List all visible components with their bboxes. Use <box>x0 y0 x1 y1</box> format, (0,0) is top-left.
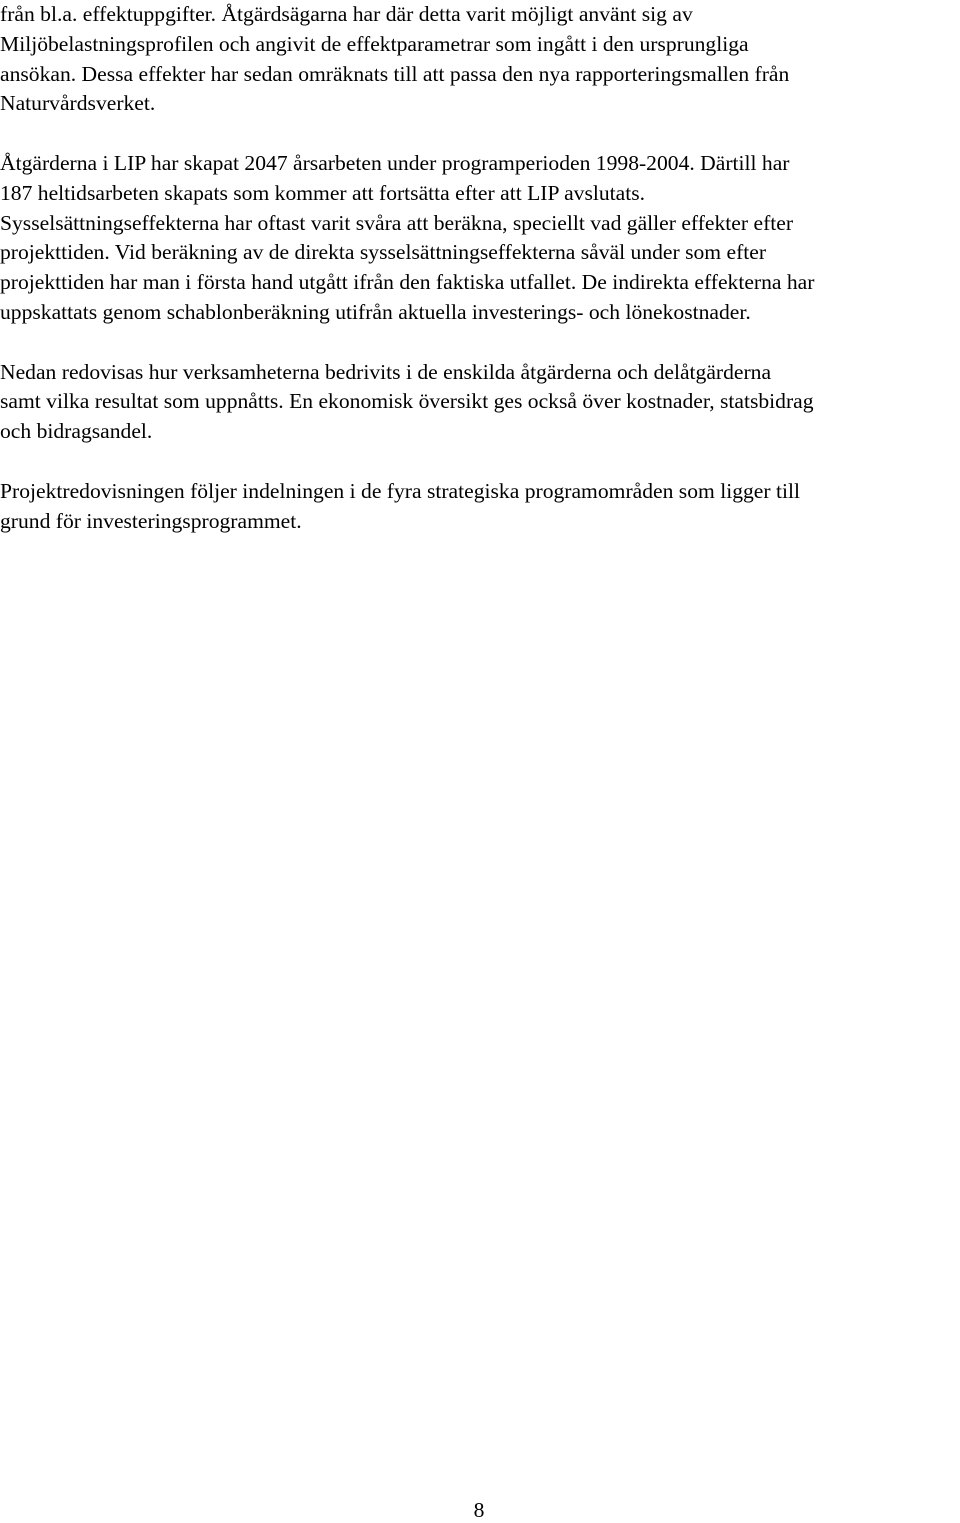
text-line: Nedan redovisas hur verksamheterna bedrivits i de enskilda åtgärderna och delåtgärderna <box>0 359 772 384</box>
paragraph-activities-overview <box>0 358 958 447</box>
text-line: och bidragsandel. <box>0 419 153 444</box>
text-line: Projektredovisningen följer indelningen i de fyra strategiska programområden som ligger till <box>0 478 800 503</box>
text-line: Sysselsättningseffekterna har oftast varit svåra att beräkna, speciellt vad gäller effekter efter <box>0 210 794 235</box>
text-line: Miljöbelastningsprofilen och angivit de effektparametrar som ingått i den ursprungliga <box>0 31 749 56</box>
paragraph-effects-reporting <box>0 0 958 119</box>
text-line: projekttiden. Vid beräkning av de direkta sysselsättningseffekterna såväl under som efter <box>0 240 767 265</box>
paragraph-project-structure <box>0 477 958 537</box>
text-line: uppskattats genom schablonberäkning utifrån aktuella investerings- och lönekostnader. <box>0 299 751 324</box>
document-body <box>0 0 958 536</box>
text-line: projekttiden har man i första hand utgått ifrån den faktiska utfallet. De indirekta effekterna har <box>0 270 815 295</box>
page-number: 8 <box>473 1498 485 1522</box>
paragraph-spacer <box>0 328 958 358</box>
text-line: grund för investeringsprogrammet. <box>0 508 302 533</box>
text-line: Åtgärderna i LIP har skapat 2047 årsarbeten under programperioden 1998-2004. Därtill har <box>0 150 790 175</box>
text-line: samt vilka resultat som uppnåtts. En ekonomisk översikt ges också över kostnader, statsbidrag <box>0 389 814 414</box>
text-line: Naturvårdsverket. <box>0 91 156 116</box>
paragraph-employment-effects <box>0 149 958 328</box>
paragraph-spacer <box>0 119 958 149</box>
text-line: 187 heltidsarbeten skapats som kommer att fortsätta efter att LIP avslutats. <box>0 180 646 205</box>
text-line: ansökan. Dessa effekter har sedan omräknats till att passa den nya rapporteringsmallen från <box>0 61 790 86</box>
paragraph-spacer <box>0 447 958 477</box>
text-line: från bl.a. effektuppgifter. Åtgärdsägarna har där detta varit möjligt använt sig av <box>0 2 693 26</box>
